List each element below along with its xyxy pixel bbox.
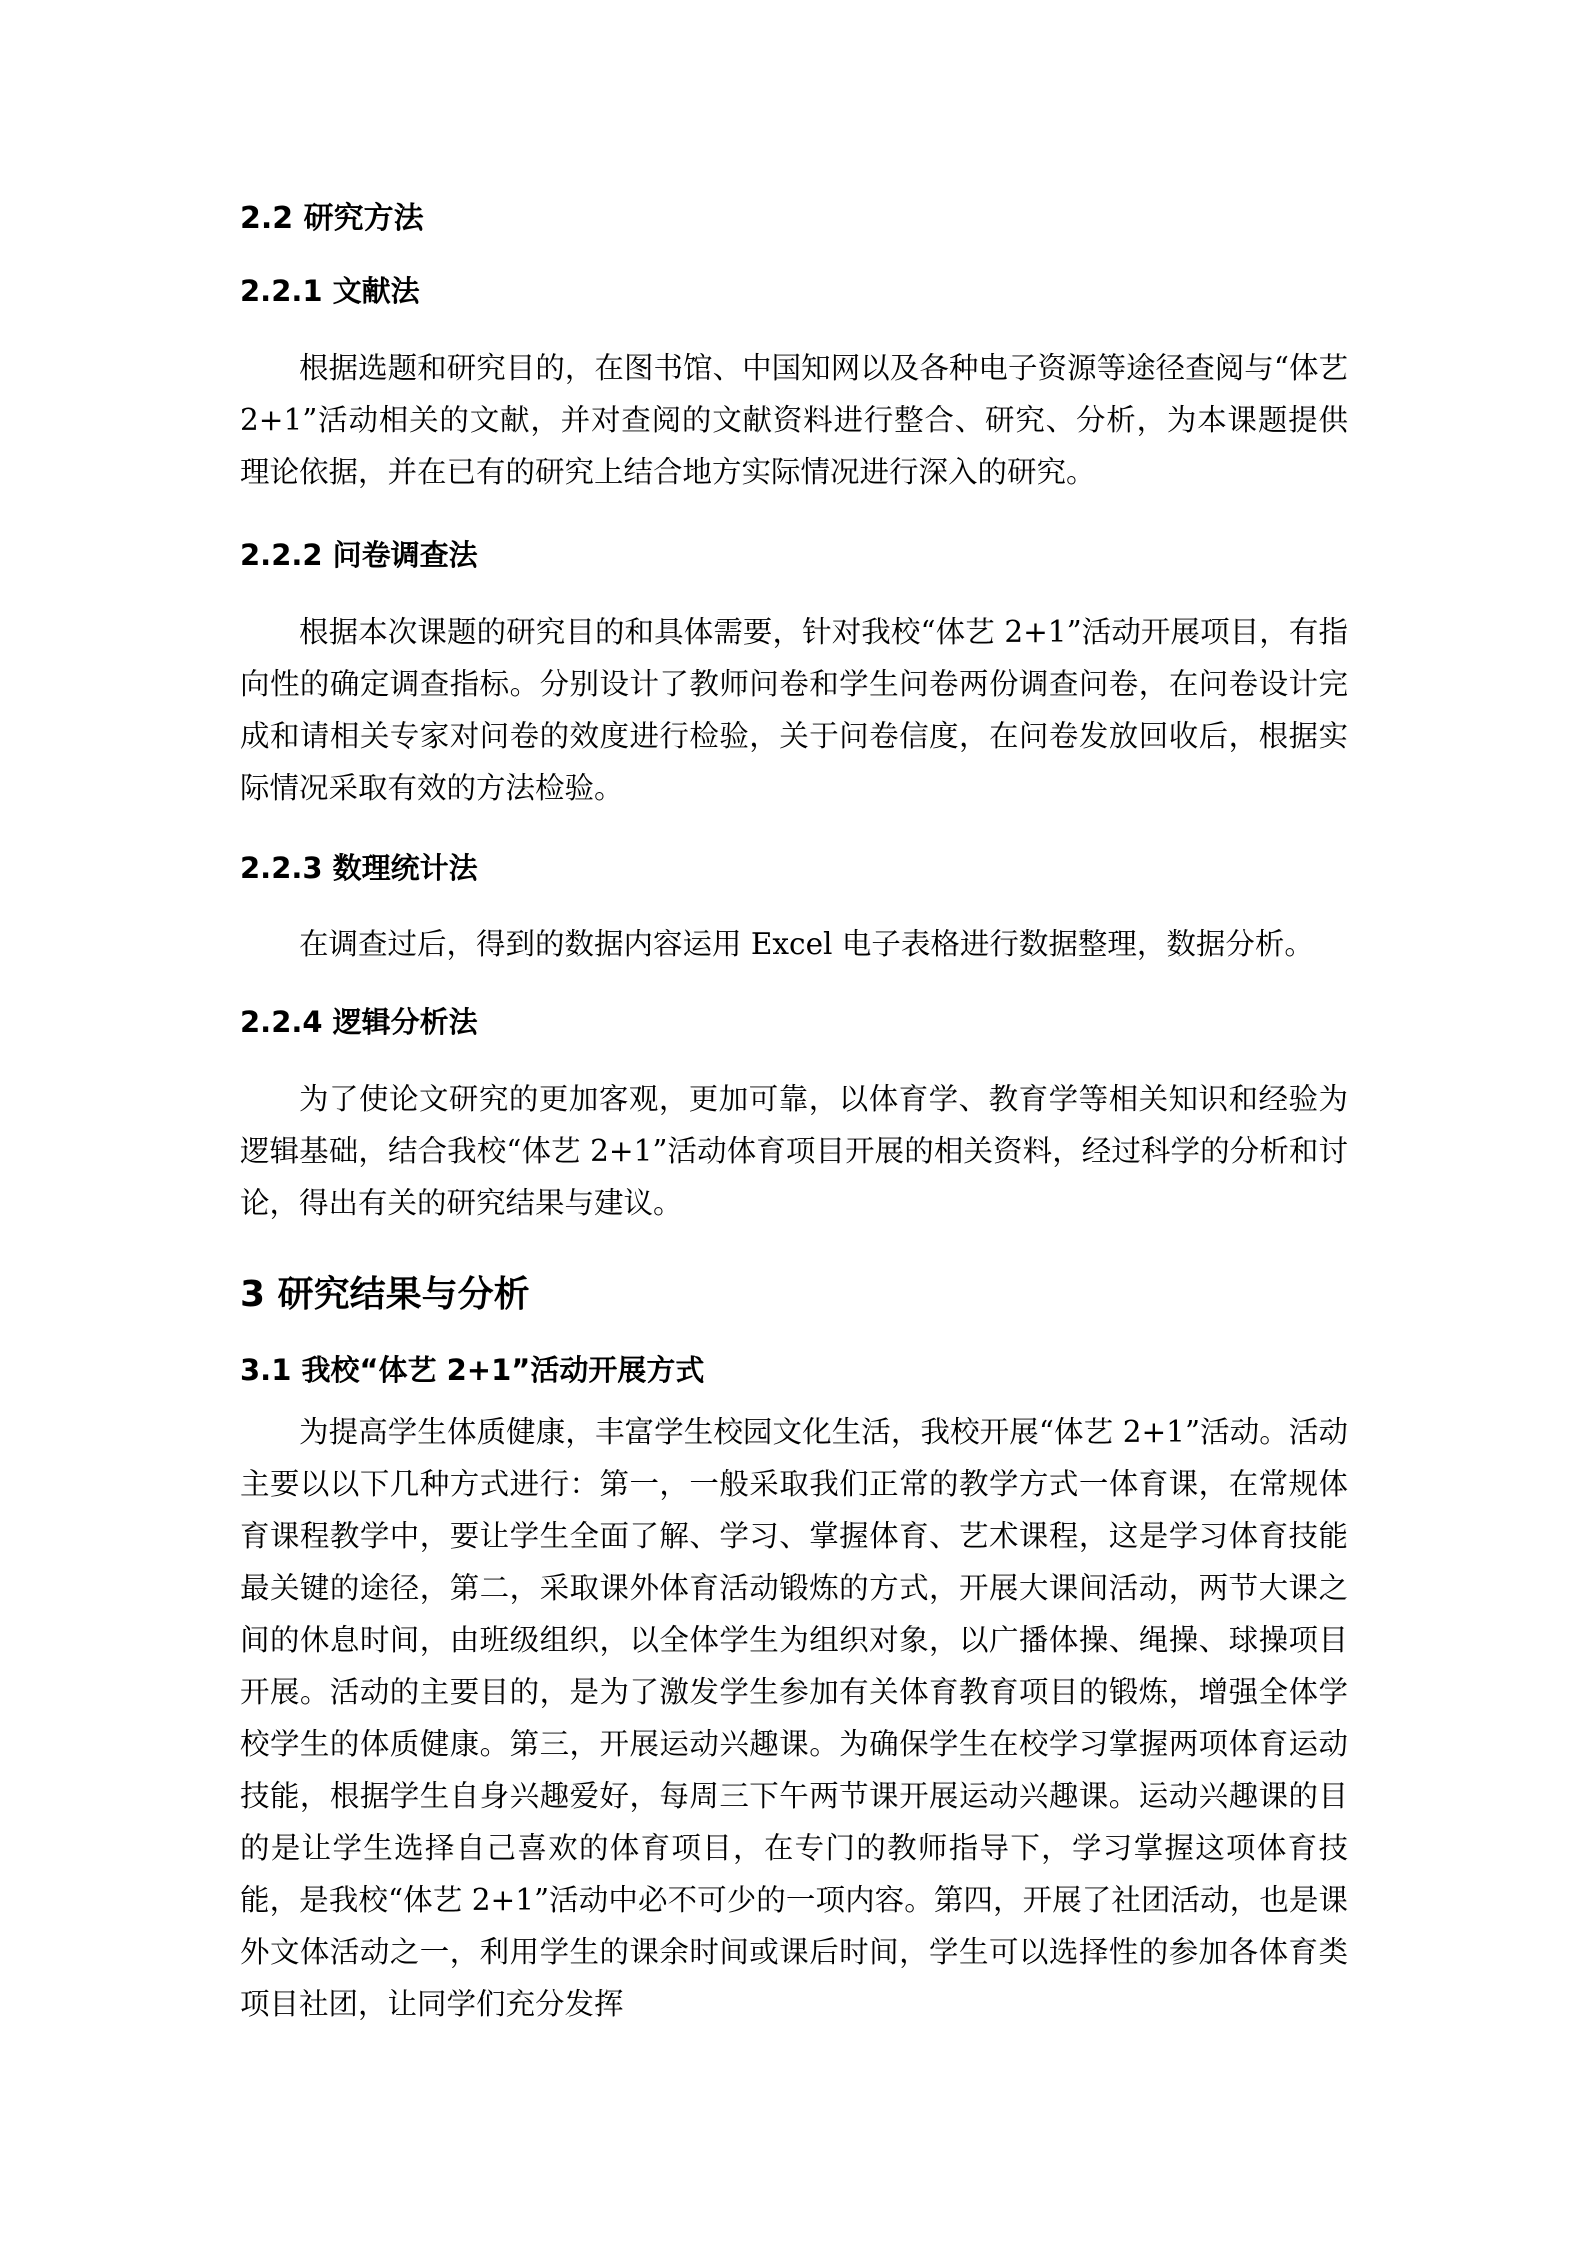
section-2-2-4-heading: 2.2.4 逻辑分析法 bbox=[240, 1005, 478, 1039]
section-2-2-1-paragraph: 根据选题和研究目的，在图书馆、中国知网以及各种电子资源等途径查阅与“体艺 2+1”活动相关的文献，并对查阅的文献资料进行整合、研究、分析，为本课题提供理论依据，并在已有的研究上结合地方实际情况进行深入的研究。 bbox=[240, 351, 1348, 489]
chapter-3-heading: 3 研究结果与分析 bbox=[240, 1274, 530, 1315]
section-2-2-1-heading: 2.2.1 文献法 bbox=[240, 274, 420, 308]
section-2-2-heading: 2.2 研究方法 bbox=[240, 201, 424, 236]
section-2-2-3-paragraph: 在调查过后，得到的数据内容运用 Excel 电子表格进行数据整理，数据分析。 bbox=[299, 927, 1314, 961]
section-3-1-paragraph: 为提高学生体质健康，丰富学生校园文化生活，我校开展“体艺 2+1”活动。活动主要以以下几种方式进行：第一，一般采取我们正常的教学方式一体育课，在常规体育课程教学中，要让学生全面了解、学习、掌握体育、艺术课程，这是学习体育技能最关键的途径，第二，采取课外体育活动锻炼的方式，开展大课间活动，两节大课之间的休息时间，由班级组织，以全体学生为组织对象，以广播体操、绳操、球操项目开展。活动的主要目的，是为了激发学生参加有关体育教育项目的锻炼，增强全体学校学生的体质健康。第三，开展运动兴趣课。为确保学生在校学习掌握两项体育运动技能，根据学生自身兴趣爱好，每周三下午两节课开展运动兴趣课。运动兴趣课的目的是让学生选择自己喜欢的体育项目，在专门的教师指导下，学习掌握这项体育技能，是我校“体艺 2+1”活动中必不可少的一项内容。第四，开展了社团活动，也是课外文体活动之一，利用学生的课余时间或课后时间，学生可以选择性的参加各体育类项目社团，让同学们充分发挥 bbox=[240, 1415, 1348, 2021]
section-2-2-2-paragraph: 根据本次课题的研究目的和具体需要，针对我校“体艺 2+1”活动开展项目，有指向性的确定调查指标。分别设计了教师问卷和学生问卷两份调查问卷，在问卷设计完成和请相关专家对问卷的效度进行检验，关于问卷信度，在问卷发放回收后，根据实际情况采取有效的方法检验。 bbox=[240, 615, 1348, 805]
section-2-2-4-paragraph: 为了使论文研究的更加客观，更加可靠，以体育学、教育学等相关知识和经验为逻辑基础，结合我校“体艺 2+1”活动体育项目开展的相关资料，经过科学的分析和讨论，得出有关的研究结果与建议。 bbox=[240, 1082, 1348, 1220]
section-2-2-3-heading: 2.2.3 数理统计法 bbox=[240, 851, 478, 885]
section-3-1-heading: 3.1 我校“体艺 2+1”活动开展方式 bbox=[240, 1353, 705, 1387]
section-2-2-2-heading: 2.2.2 问卷调查法 bbox=[240, 538, 478, 572]
